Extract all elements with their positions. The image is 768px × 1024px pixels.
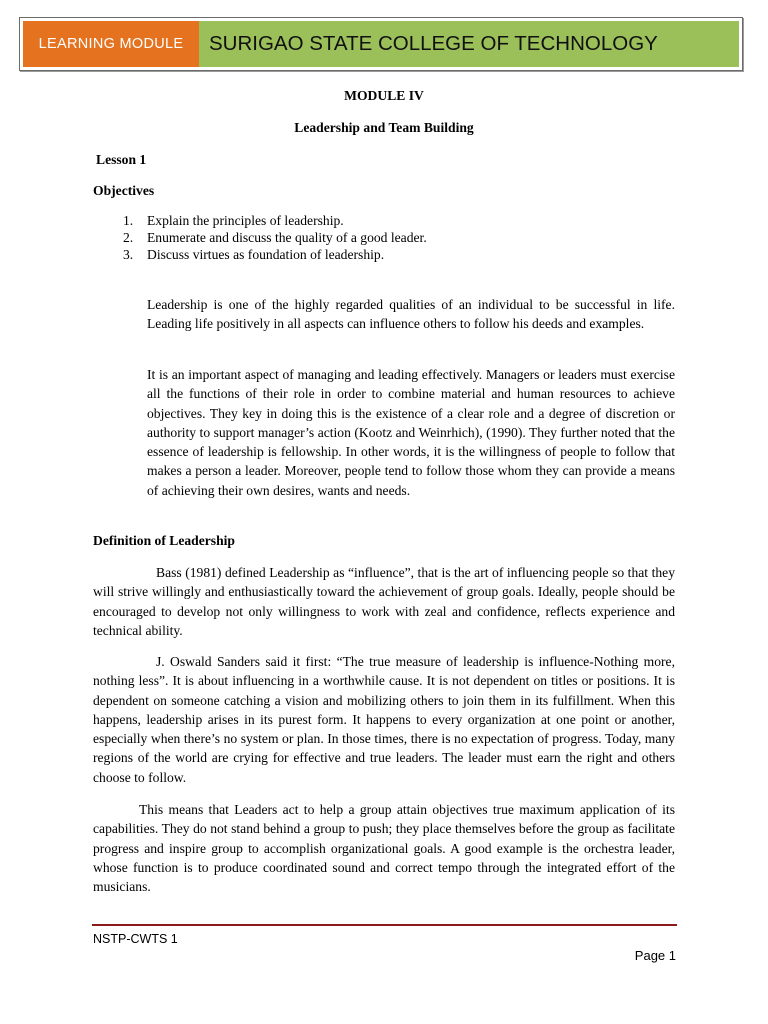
objective-item: [94, 229, 427, 246]
objective-number: 3.: [123, 247, 134, 262]
college-name: SURIGAO STATE COLLEGE OF TECHNOLOGY: [199, 21, 739, 67]
objective-item: [94, 246, 427, 263]
definition-heading: Definition of Leadership: [93, 533, 235, 548]
objective-number: 2.: [123, 230, 134, 245]
intro-paragraph: It is an important aspect of managing and leading effectively. Managers or leaders must exercise all the functions of their role in order to combine material and human resources to achieve objectives. They key in doing this is the existence of a clear role and a degree of discretion or authority to support manager’s action (Kootz and Weinrhich), (1990). They further noted that the essence of leadership is fellowship. In other words, it is the willingness of people to follow that makes a person a leader. Moreover, people tend to follow those whom they can provide a means of achieving their own desires, wants and needs.: [147, 367, 675, 498]
module-title: Leadership and Team Building: [294, 120, 474, 135]
objective-text: Explain the principles of leadership.: [147, 213, 344, 228]
module-header: [19, 17, 743, 71]
lesson-label: Lesson 1: [96, 152, 147, 167]
module-number: MODULE IV: [344, 88, 424, 103]
objective-text: Enumerate and discuss the quality of a good leader.: [147, 230, 427, 245]
intro-paragraph: Leadership is one of the highly regarded qualities of an individual to be successful in life. Leading life positively in all aspects can influence others to follow his deeds and examples.: [147, 297, 675, 332]
learning-module-label: LEARNING MODULE: [23, 21, 199, 67]
definition-paragraph: J. Oswald Sanders said it first: “The true measure of leadership is influence-Nothing more, nothing less”. It is about influencing in a worthwhile cause. It is not dependent on titles or positions. It is dependent on someone catching a vision and mobilizing others to join them in its fulfillment. When this happens, leadership arises in its purest form. It happens to every organization at one point or another, especially when there’s no system or plan. In those times, there is no expectation of progress. Today, many regions of the world are crying for effective and true leaders. The leader must earn the right and others choose to follow.: [93, 654, 675, 785]
footer-rule: [92, 924, 677, 926]
objective-text: Discuss virtues as foundation of leadership.: [147, 247, 385, 262]
course-code: NSTP-CWTS 1: [93, 932, 178, 946]
objective-number: 1.: [123, 213, 134, 228]
objectives-list: [94, 212, 427, 263]
definition-paragraph: This means that Leaders act to help a group attain objectives true maximum application of its capabilities. They do not stand behind a group to push; they place themselves before the group as facilitate progress and inspire group to accomplish organizational goals. A good example is the orchestra leader, whose function is to produce coordinated sound and correct tempo through the integrated effort of the musicians.: [93, 802, 675, 895]
objective-item: [94, 212, 427, 229]
definition-paragraph: Bass (1981) defined Leadership as “influence”, that is the art of influencing people so that they will strive willingly and enthusiastically toward the achievement of group goals. Ideally, people should be encouraged to develop not only willingness to work with zeal and confidence, reflects experience and technical ability.: [93, 565, 675, 638]
page-number: Page 1: [634, 948, 676, 963]
objectives-heading: Objectives: [93, 183, 155, 198]
